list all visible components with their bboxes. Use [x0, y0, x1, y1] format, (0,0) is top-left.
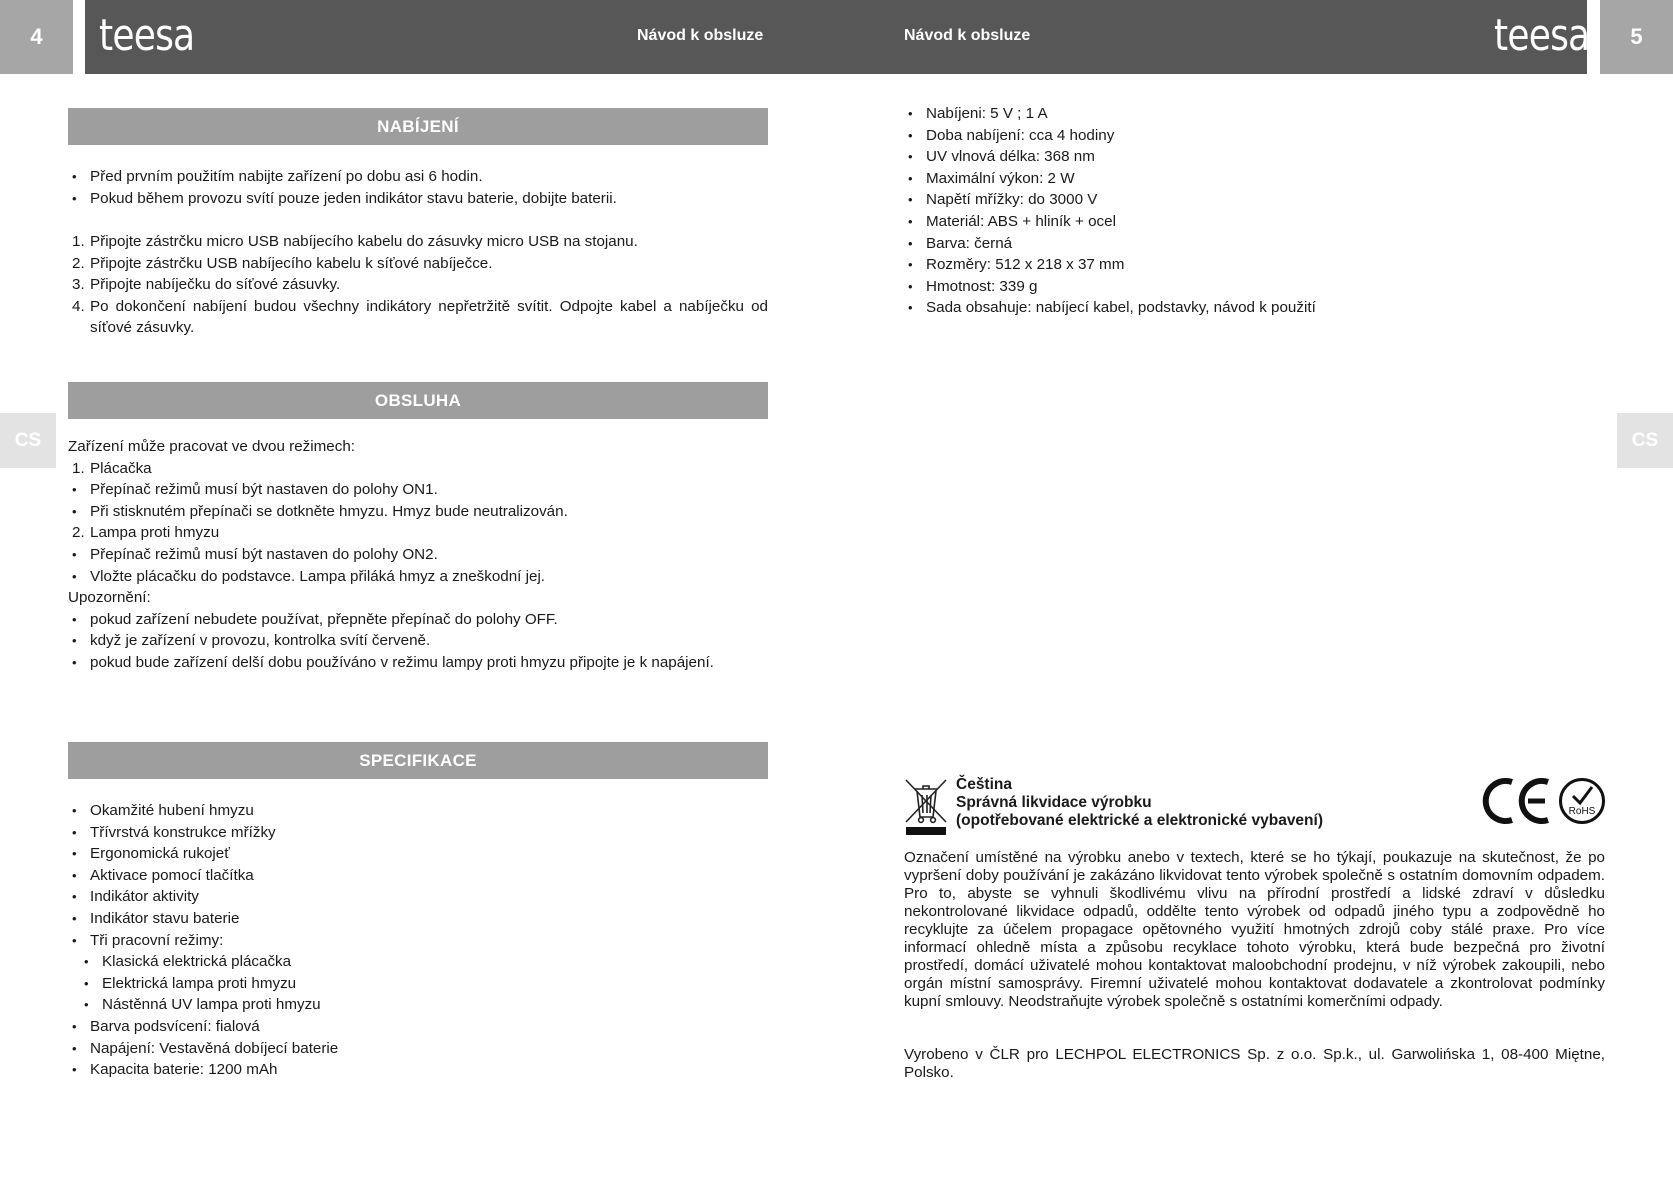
charging-bullets — [68, 166, 768, 209]
svg-text:RoHS: RoHS — [1568, 806, 1596, 817]
operation-list — [68, 436, 788, 674]
list-item: • Třívrstvá konstrukce mřížky — [68, 822, 768, 844]
header-bar — [85, 0, 1590, 74]
list-item: • Přepínač režimů musí být nastaven do polohy ON2. — [68, 544, 788, 566]
list-item: • Vložte plácačku do podstavce. Lampa přiláká hmyz a zneškodní jej. — [68, 566, 788, 588]
list-item: • Při stisknutém přepínači se dotkněte hmyzu. Hmyz bude neutralizován. — [68, 501, 788, 523]
list-item: • Před prvním použitím nabijte zařízení po dobu asi 6 hodin. — [68, 166, 768, 188]
teesa-logo-right: teesa — [1494, 10, 1590, 61]
list-item: • pokud bude zařízení delší dobu používáno v režimu lampy proti hmyzu připojte je k napájení. — [68, 652, 788, 674]
list-item: 3. Připojte nabíječku do síťové zásuvky. — [72, 276, 341, 294]
language-tab-left: CS — [0, 413, 56, 468]
section-heading-charging: NABÍJENÍ — [68, 108, 768, 145]
header-title-right: Návod k obsluze — [904, 27, 1031, 44]
disposal-title: Správná likvidace výrobku — [956, 794, 1152, 811]
list-item: • Sada obsahuje: nabíjecí kabel, podstavky, návod k použití — [907, 297, 1427, 319]
warning-label: Upozornění: — [68, 589, 151, 607]
list-item: • Okamžité hubení hmyzu — [68, 800, 768, 822]
list-item: • pokud zařízení nebudete používat, přepněte přepínač do polohy OFF. — [68, 609, 788, 631]
list-item: 1. Plácačka — [72, 459, 152, 477]
list-item: • Indikátor stavu baterie — [68, 908, 768, 930]
charging-steps — [68, 231, 768, 339]
list-item: • Ergonomická rukojeť — [68, 843, 768, 865]
list-item: • Nabíjeni: 5 V ; 1 A — [907, 103, 1427, 125]
list-item: 1. Připojte zástrčku micro USB nabíjecího kabelu do zásuvky micro USB na stojanu. — [72, 233, 638, 250]
section-heading-operation: OBSLUHA — [68, 382, 768, 419]
list-item: • Hmotnost: 339 g — [907, 276, 1427, 298]
section-heading-specs: SPECIFIKACE — [68, 742, 768, 779]
ce-mark-icon — [1482, 776, 1552, 826]
disposal-subtitle: (opotřebované elektrické a elektronické vybavení) — [956, 812, 1323, 829]
list-item: • Klasická elektrická plácačka — [68, 951, 768, 973]
specs-params — [907, 103, 1427, 319]
header-title-left: Návod k obsluze — [637, 27, 764, 44]
rohs-mark-icon — [1558, 777, 1606, 825]
list-item: • Tři pracovní režimy: — [68, 930, 768, 952]
list-item: • Barva podsvícení: fialová — [68, 1016, 768, 1038]
list-item: • Kapacita baterie: 1200 mAh — [68, 1059, 768, 1081]
list-item: • Nástěnná UV lampa proti hmyzu — [68, 994, 768, 1016]
list-item: • Napětí mřížky: do 3000 V — [907, 189, 1427, 211]
disposal-language: Čeština — [956, 776, 1012, 793]
list-item: • Doba nabíjení: cca 4 hodiny — [907, 125, 1427, 147]
operation-intro: Zařízení může pracovat ve dvou režimech: — [68, 438, 355, 455]
list-item: 4. Po dokončení nabíjení budou všechny indikátory nepřetržitě svítit. Odpojte kabel a nabíječku od síťové zásuvky. — [72, 297, 768, 337]
list-item: • Maximální výkon: 2 W — [907, 168, 1427, 190]
list-item: 2. Lampa proti hmyzu — [72, 524, 220, 542]
page-number-right: 5 — [1600, 0, 1673, 74]
page-number-left: 4 — [0, 0, 73, 74]
list-item: • Napájení: Vestavěná dobíjecí baterie — [68, 1038, 768, 1060]
teesa-logo-left: teesa — [99, 10, 195, 61]
weee-crossed-bin-icon — [903, 777, 949, 837]
language-tab-right: CS — [1617, 413, 1673, 468]
list-item: • Aktivace pomocí tlačítka — [68, 865, 768, 887]
list-item: • Elektrická lampa proti hmyzu — [68, 973, 768, 995]
list-item: • Rozměry: 512 x 218 x 37 mm — [907, 254, 1427, 276]
disposal-heading — [956, 776, 1323, 830]
list-item: • UV vlnová délka: 368 nm — [907, 146, 1427, 168]
list-item: • Indikátor aktivity — [68, 886, 768, 908]
list-item: • Barva: černá — [907, 233, 1427, 255]
list-item: • Přepínač režimů musí být nastaven do polohy ON1. — [68, 479, 788, 501]
list-item: 2. Připojte zástrčku USB nabíjecího kabelu k síťové nabíječce. — [72, 254, 493, 272]
disposal-text: Označení umístěné na výrobku anebo v textech, které se ho týkají, poukazuje na skutečnost, že po vypršení doby používání je zakázáno likvidovat tento výrobek společně s ostatním domovním odpadem. Pro to, abyste se vyhnuli škodlivému vlivu na přírodní prostředí a lidské zdraví v důsledku nekontrolované likvidace odpadů, oddělte tento výrobek od odpadů jiného typu a zodpovědně ho recyklujte za účelem propagace opětovného využití hmotných zdrojů coby stálé praxe. Pro více informací ohledně místa a způsobu recyklace tohoto výrobku, která bude bezpečná pro životní prostředí, domácí uživatelé mohou kontaktovat maloobchodní prodejnu, v níž výrobek zakoupili, nebo orgán místní samosprávy. Firemní uživatelé mohou kontaktovat dodavatele a zkontrolovat podmínky kupní smlouvy. Neodstraňujte výrobek společně s ostatními komerčními odpady. — [904, 849, 1605, 1010]
list-item: • Materiál: ABS + hliník + ocel — [907, 211, 1427, 233]
list-item: • Pokud během provozu svítí pouze jeden indikátor stavu baterie, dobijte baterii. — [68, 188, 768, 210]
manufacturer-text: Vyrobeno v ČLR pro LECHPOL ELECTRONICS Sp. z o.o. Sp.k., ul. Garwolińska 1, 08-400 Miętne, Polsko. — [904, 1046, 1605, 1081]
specs-features — [68, 800, 768, 1081]
list-item: • když je zařízení v provozu, kontrolka svítí červeně. — [68, 630, 788, 652]
